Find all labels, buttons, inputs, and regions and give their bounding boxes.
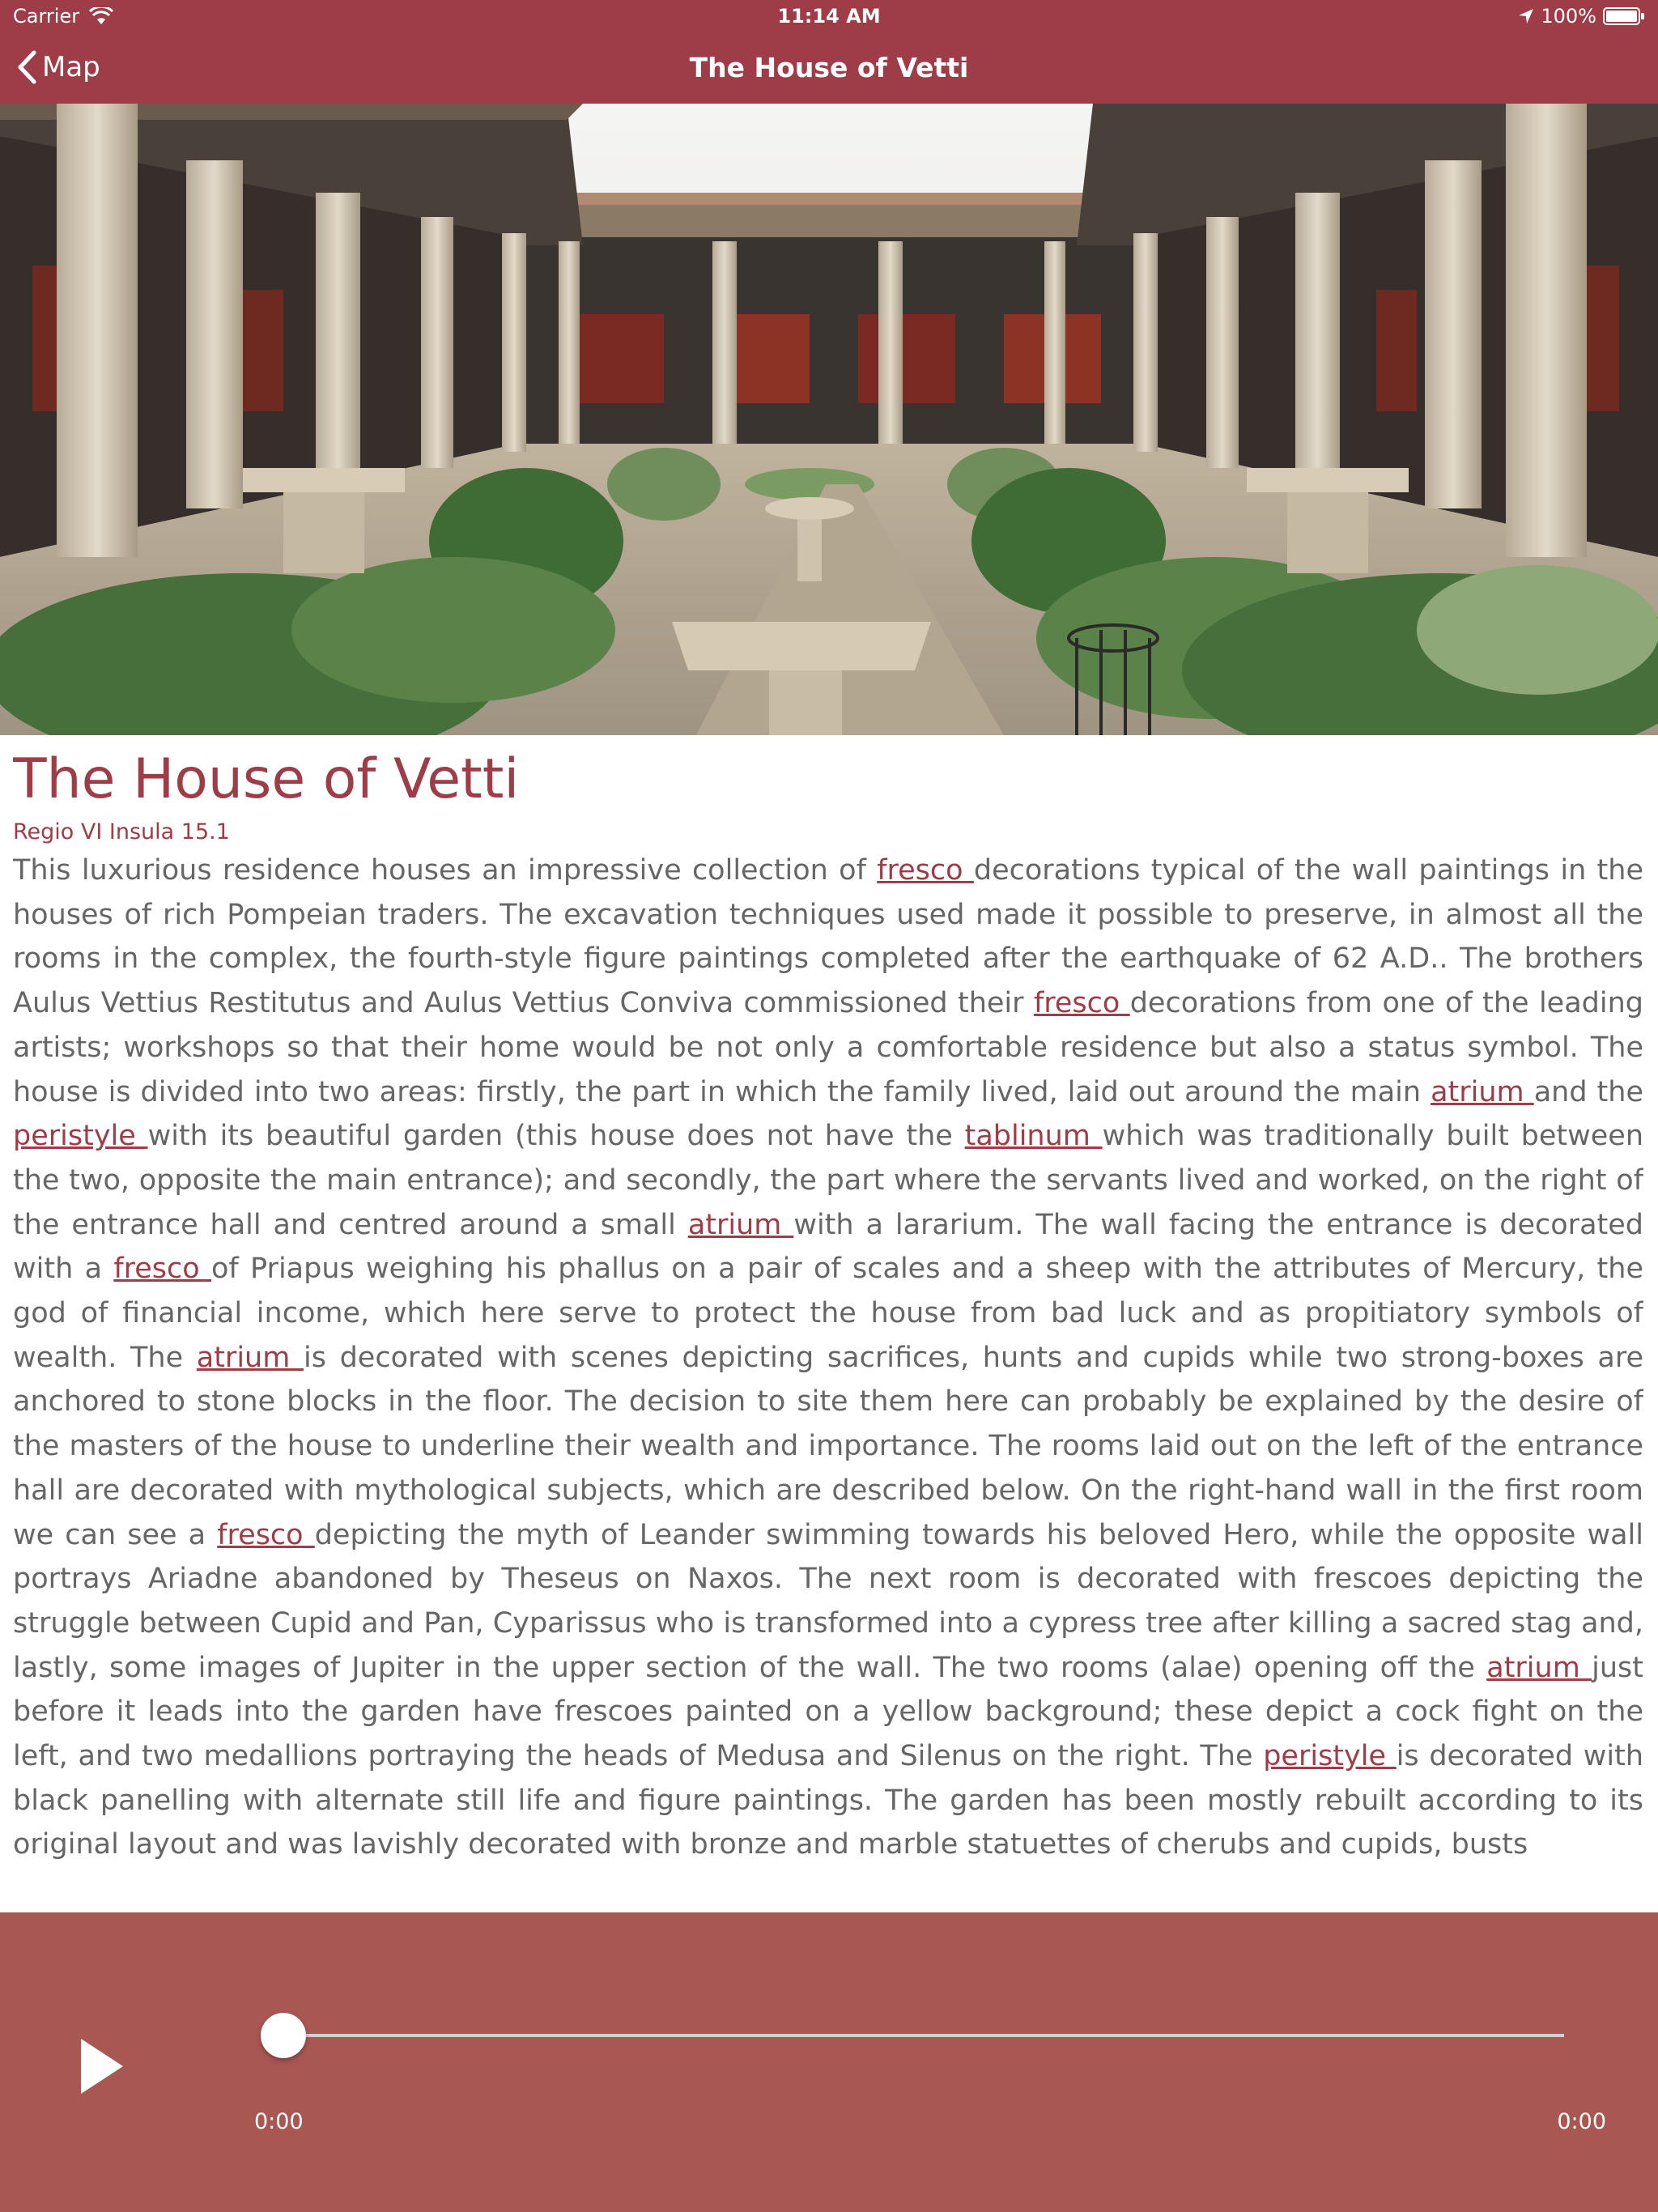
battery-icon — [1603, 6, 1645, 26]
status-right — [1518, 5, 1645, 28]
glossary-link-fresco[interactable]: fresco — [877, 854, 974, 887]
back-button-label: Map — [42, 51, 100, 83]
progress-thumb[interactable] — [261, 2013, 306, 2058]
glossary-link-atrium[interactable]: atrium — [687, 1208, 794, 1241]
article-body — [13, 849, 1643, 1867]
body-text-segment: and the — [1533, 1075, 1643, 1108]
battery-percentage: 100% — [1541, 5, 1596, 28]
body-text-segment: is decorated with black panelling with alternate still life and figure paintings. The garden has been mostly rebuilt according to its original layout and was lavishly decorated with bronze and marble statuettes of cherubs and cupids, busts — [13, 1740, 1643, 1861]
body-text-segment: This luxurious residence houses an impressive collection of — [13, 854, 878, 887]
time-total: 0:00 — [1557, 2109, 1606, 2134]
progress-slider[interactable] — [283, 2034, 1564, 2037]
peristyle-garden-photo — [0, 104, 1658, 735]
article-title: The House of Vetti — [13, 747, 520, 811]
time-elapsed: 0:00 — [254, 2109, 304, 2134]
glossary-link-fresco[interactable]: fresco — [113, 1253, 212, 1286]
article-location: Regio VI Insula 15.1 — [13, 819, 230, 844]
top-bar — [0, 0, 1658, 104]
glossary-link-atrium[interactable]: atrium — [1486, 1651, 1592, 1684]
body-text-segment: just before it leads into the garden have frescoes painted on a yellow background; these depict a cock fight on the left, and two medallions portraying the heads of Medusa and Silenus on the right. The — [13, 1651, 1643, 1773]
glossary-link-atrium[interactable]: atrium — [196, 1341, 304, 1374]
glossary-link-tablinum[interactable]: tablinum — [964, 1120, 1103, 1153]
article — [13, 735, 1643, 1912]
body-text-segment: decorations typical of the wall paintings in the houses of rich Pompeian traders. The excavation techniques used made it possible to preserve, in almost all the rooms in the complex, the fourth-style figure paintings completed after the earthquake of 62 A.D.. The brothers Aulus Vettius Restitutus and Aulus Vettius Conviva commissioned their — [13, 854, 1643, 1020]
glossary-link-peristyle[interactable]: peristyle — [1263, 1740, 1397, 1773]
body-text-segment: is decorated with scenes depicting sacrifices, hunts and cupids while two strong-boxes are anchored to stone blocks in the floor. The decision to site them here can probably be explained by the desire of the masters of the house to underline their wealth and importance. The rooms laid out on the left of the entrance hall are decorated with mythological subjects, which are described below. On the right-hand wall in the first room we can see a — [13, 1341, 1643, 1551]
nav-title: The House of Vetti — [689, 52, 969, 83]
body-text-segment: with a lararium. The wall facing the entrance is decorated with a — [13, 1208, 1643, 1286]
glossary-link-fresco[interactable]: fresco — [1033, 987, 1130, 1020]
location-arrow-icon — [1518, 8, 1534, 24]
glossary-link-atrium[interactable]: atrium — [1431, 1075, 1534, 1108]
body-text-segment: decorations from one of the leading artists; workshops so that their home would be not only a comfortable residence but also a status symbol. The house is divided into two areas: firstly, the part in which the family lived, laid out around the main — [13, 987, 1643, 1108]
glossary-link-fresco[interactable]: fresco — [217, 1518, 315, 1551]
audio-player — [0, 1912, 1658, 2212]
navigation-bar — [0, 32, 1658, 104]
body-text-segment: depicting the myth of Leander swimming towards his beloved Hero, while the opposite wall portrays Ariadne abandoned by Theseus on Naxos. The next room is decorated with frescoes depicting the struggle between Cupid and Pan, Cyparissus who is transformed into a cypress tree after killing a sacred stag and, lastly, some images of Jupiter in the upper section of the wall. The two rooms (alae) opening off the — [13, 1518, 1643, 1684]
body-text-segment: of Priapus weighing his phallus on a pair of scales and a sheep with the attributes of Mercury, the god of financial income, which here serve to protect the house from bad luck and as propitiatory symbols of wealth. The — [13, 1253, 1643, 1374]
body-text-segment: with its beautiful garden (this house does not have the — [147, 1120, 965, 1153]
status-time: 11:14 AM — [777, 5, 881, 28]
hero-image — [0, 104, 1658, 735]
body-text-segment: which was traditionally built between the two, opposite the main entrance); and secondly, the part where the servants lived and worked, on the right of the entrance hall and centred around a small — [13, 1120, 1643, 1241]
status-bar — [0, 0, 1658, 32]
play-icon[interactable] — [74, 2034, 128, 2099]
glossary-link-peristyle[interactable]: peristyle — [13, 1120, 148, 1153]
carrier-label: Carrier — [13, 5, 80, 28]
